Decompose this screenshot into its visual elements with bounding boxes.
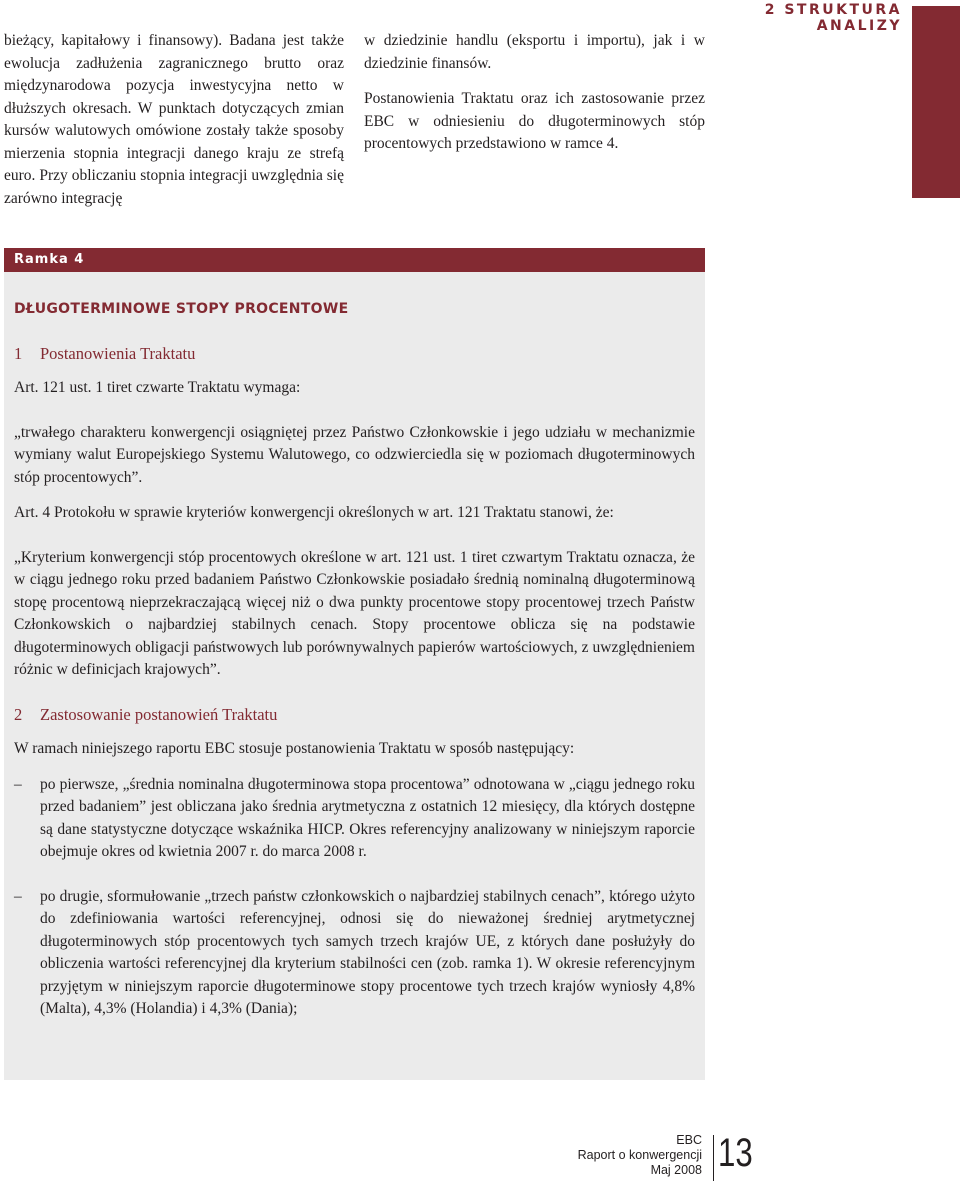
- left-column: [4, 30, 344, 223]
- section-label-line2: ANALIZY: [816, 18, 902, 34]
- footer-date: Maj 2008: [650, 1163, 702, 1177]
- left-column-text: bieżący, kapitałowy i finansowy). Badana jest także ewolucja zadłużenia zagranicznego brutto oraz międzynarodowa pozycja inwestycyjna netto w dłuższych okresach. W punktach dotyczących zmian kursów walutowych omówione zostały także sposoby mierzenia stopnia integracji danego kraju ze strefą euro. Przy obliczaniu stopnia integracji uwzględnia się zarówno integrację: [4, 32, 344, 207]
- footer-report-title: Raport o konwergencji: [577, 1148, 702, 1162]
- section-2-number: 2: [14, 704, 23, 724]
- box-label: Ramka 4: [4, 248, 705, 272]
- bullet-item: [14, 886, 695, 1021]
- section-1-number: 1: [14, 343, 23, 363]
- box-title: DŁUGOTERMINOWE STOPY PROCENTOWE: [14, 301, 349, 317]
- art4-intro: Art. 4 Protokołu w sprawie kryteriów konwergencji określonych w art. 121 Traktatu stanowi, że:: [14, 504, 614, 521]
- art121-intro: Art. 121 ust. 1 tiret czwarte Traktatu wymaga:: [14, 379, 301, 396]
- footer-publisher: EBC: [676, 1133, 702, 1147]
- section-2-intro: W ramach niniejszego raportu EBC stosuje postanowienia Traktatu w sposób następujący:: [14, 740, 575, 757]
- section-label: [765, 2, 902, 34]
- section-label-line1: 2 STRUKTURA: [764, 2, 902, 18]
- box-body: [4, 272, 705, 1021]
- section-2-title: Zastosowanie postanowień Traktatu: [40, 704, 278, 724]
- art121-quote: „trwałego charakteru konwergencji osiągniętej przez Państwo Członkowskie i jego udziału w mechanizmie wymiany walut Europejskiego Systemu Walutowego, co odzwierciedla się w poziomach długoterminowych stóp procentowych”.: [14, 423, 695, 486]
- bullet-dash: –: [14, 887, 22, 905]
- middle-paragraph-2: Postanowienia Traktatu oraz ich zastosowanie przez EBC w odniesieniu do długoterminowych stóp procentowych przedstawiono w ramce 4.: [364, 90, 705, 152]
- bullet-item: [14, 774, 695, 864]
- middle-column: [364, 30, 705, 169]
- page-number: 13: [718, 1131, 753, 1175]
- bullet-dash: –: [14, 775, 22, 793]
- box-4: [4, 248, 705, 1080]
- bullet-text: po drugie, sformułowanie „trzech państw członkowskich o najbardziej stabilnych cenach”, którego użyto do zdefiniowania wartości referencyjnej, odnosi się do nieważonej średniej arytmetycznej długoterminowych stóp procentowych tych samych trzech krajów UE, z których dane posłużyły do obliczenia wartości referencyjnej dla kryterium stabilności cen (zob. ramka 1). W okresie referencyjnym przyjętym w niniejszym raporcie długoterminowe stopy procentowe tych trzech krajów wyniosły 4,8% (Malta), 4,3% (Holandia) i 4,3% (Dania);: [40, 887, 695, 1017]
- section-1-heading: [14, 343, 695, 366]
- art4-quote: „Kryterium konwergencji stóp procentowych określone w art. 121 ust. 1 tiret czwartym Traktatu oznacza, że w ciągu jednego roku przed badaniem Państwo Członkowskie posiadało średnią nominalną długoterminową stopę procentową nieprzekraczającą więcej niż o dwa punkty procentowe stopy procentowej trzech Państw Członkowskich o najbardziej stabilnych cenach. Stopy procentowe oblicza się na podstawie długoterminowych obligacji państwowych lub porównywalnych papierów wartościowych, z uwzględnieniem różnic w definicjach krajowych”.: [14, 548, 695, 678]
- middle-paragraph-1: w dziedzinie handlu (eksportu i importu), jak i w dziedzinie finansów.: [364, 32, 705, 72]
- section-tab: [912, 6, 960, 198]
- footer: [578, 1133, 702, 1178]
- bullet-text: po pierwsze, „średnia nominalna długoterminowa stopa procentowa” odnotowana w „ciągu jednego roku przed badaniem” jest obliczana jako średnia arytmetyczna z ostatnich 12 miesięcy, dla których dostępne są dane statystyczne dotyczące wskaźnika HICP. Okres referencyjny analizowany w niniejszym raporcie obejmuje okres od kwietnia 2007 r. do marca 2008 r.: [40, 775, 695, 860]
- section-1-title: Postanowienia Traktatu: [40, 343, 196, 363]
- section-2-heading: [14, 704, 695, 727]
- footer-divider: [713, 1135, 714, 1181]
